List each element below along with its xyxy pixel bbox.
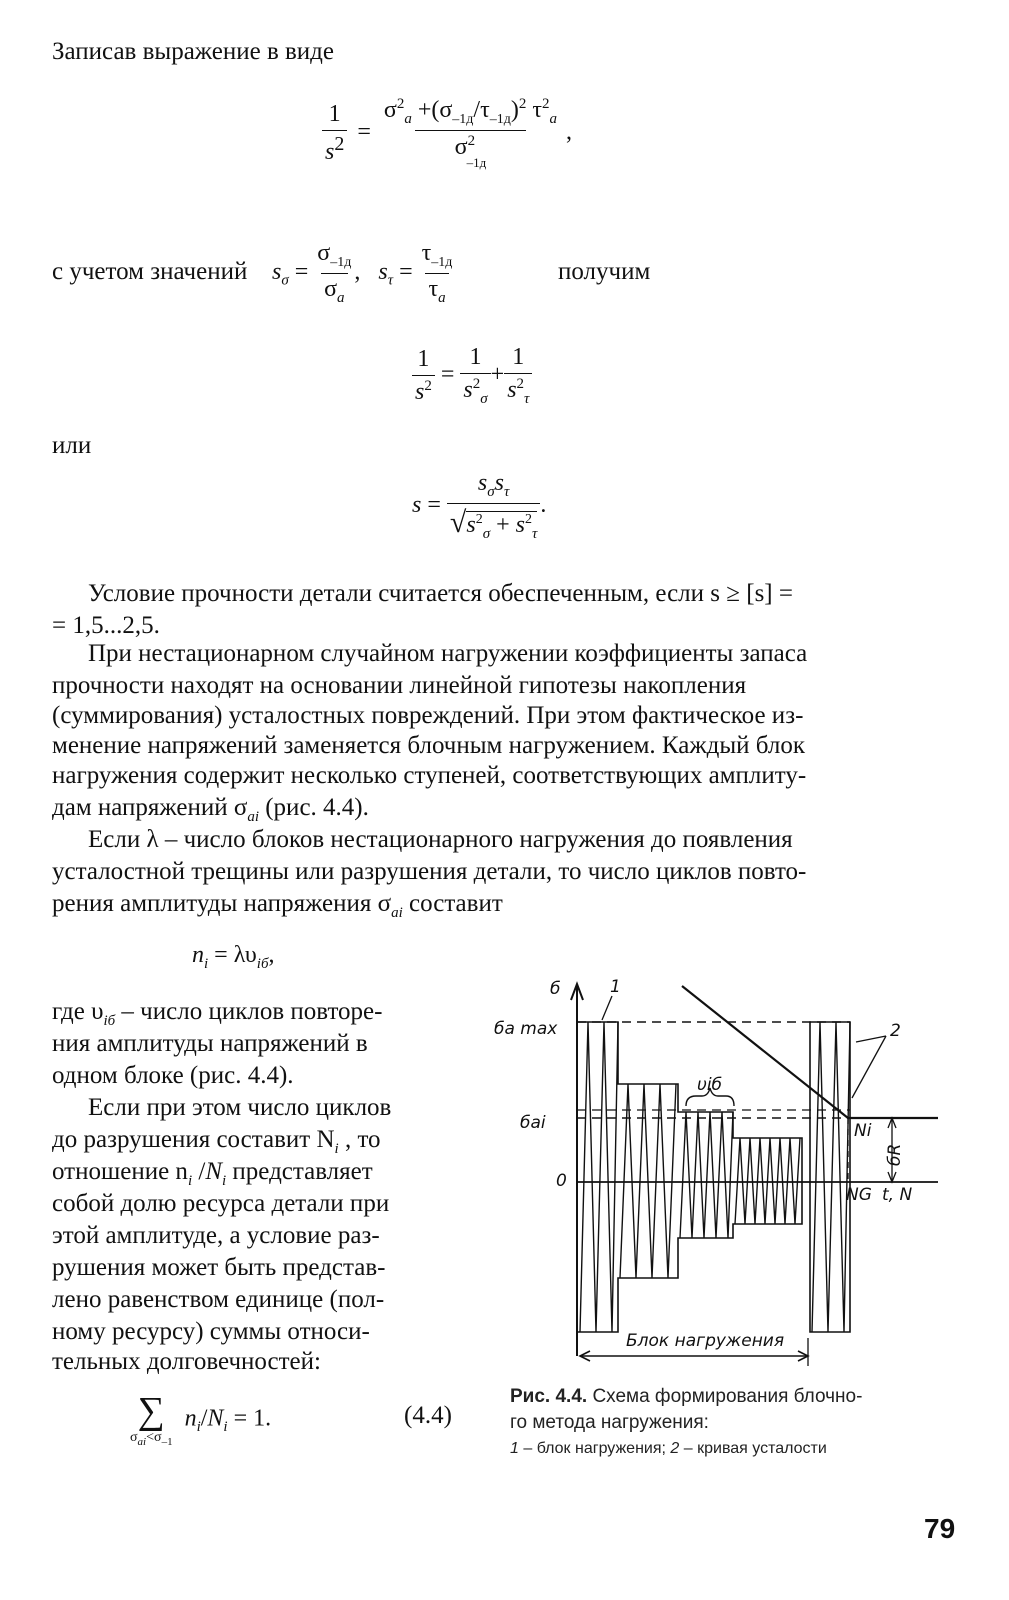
equation-2: $\frac{1}{s^2}$ = $\frac{1}{s^2_\sigma}$ + $\frac{1}{s^2_\tau}$ xyxy=(412,344,532,408)
legend-2-num: 2 xyxy=(670,1440,680,1457)
para2-line-1: При нестационарном случайном нагружении коэффициенты запаса xyxy=(88,640,808,667)
para2-line-3: (суммирования) усталостных повреждений. При этом фактическое из- xyxy=(52,702,804,729)
equation-s-values: $s_\sigma$ = $\sigma_{-1д}$ $\sigma_a$ , $s_\tau$ = $\tau_{-1д}$ $\tau_a$ xyxy=(272,240,453,306)
figure-4-4 xyxy=(490,978,960,1373)
equation-1: $\frac{1}{s^2}$ = $\sigma^2_a +(\sigma_{-1д}/\tau_{-1д})^2$ $\tau^2_a$ $\sigma^2$ –1д , xyxy=(322,96,572,171)
left-col-line-8: этой амплитуде, а условие раз- xyxy=(52,1222,380,1249)
left-col-line-1-tail: – число циклов повторе- xyxy=(115,998,383,1025)
para2-line-6-tail: (рис. 4.4). xyxy=(258,794,369,821)
we-get-text: получим xyxy=(558,258,651,285)
para3-line-1: Если λ – число блоков нестационарного нагружения до появления xyxy=(88,826,793,853)
left-col-line-7: собой долю ресурса детали при xyxy=(52,1190,390,1217)
left-col-line-11: ному ресурсу) суммы относи- xyxy=(52,1318,370,1345)
left-col-line-1-text: где υ xyxy=(52,998,104,1025)
condition-line-1: Условие прочности детали считается обеспеченным, если s ≥ [s] = xyxy=(88,580,793,607)
left-col-line-9: рушения может быть представ- xyxy=(52,1254,386,1281)
equation-3: s = $s_\sigma s_\tau$ $√s^2_\sigma + s^2_\tau$ . xyxy=(412,470,547,542)
para2-line-4: менение напряжений заменяется блочным нагружением. Каждый блок xyxy=(52,732,805,759)
with-values-text: с учетом значений xyxy=(52,258,248,285)
left-col-line-2: ния амплитуды напряжений в xyxy=(52,1030,368,1057)
para3-line-2: усталостной трещины или разрушения детали, то число циклов повто- xyxy=(52,858,807,885)
label-2: 2 xyxy=(890,1021,901,1041)
left-col-line-6-tail: представляет xyxy=(226,1158,373,1185)
stress-oscillation-5 xyxy=(812,1022,850,1332)
para3-line-3-text: рения амплитуды напряжения σ xyxy=(52,890,392,917)
legend-2-text: – кривая усталости xyxy=(679,1440,827,1457)
label-vib: υiб xyxy=(697,1075,723,1095)
leader-label-2a xyxy=(852,1036,886,1098)
or-text: или xyxy=(52,432,92,459)
legend-1-num: 1 xyxy=(510,1440,519,1457)
figure-caption-number: Рис. 4.4. xyxy=(510,1386,588,1407)
label-block: Блок нагружения xyxy=(626,1331,785,1351)
label-zero: 0 xyxy=(556,1171,567,1191)
left-col-line-5: до разрушения составит $N_i$ , то xyxy=(52,1126,381,1157)
para3-line-3: рения амплитуды напряжения $\sigma_{ai}$ составит xyxy=(52,890,503,921)
figure-caption-line-1 xyxy=(510,1386,862,1408)
stress-oscillation-4 xyxy=(735,1138,800,1224)
para3-line-3-tail: составит xyxy=(402,890,503,917)
para2-line-2: прочности находят на основании линейной гипотезы накопления xyxy=(52,672,747,699)
stress-oscillation-3 xyxy=(680,1112,733,1238)
para2-line-6-text: дам напряжений σ xyxy=(52,794,248,821)
stress-oscillation-2 xyxy=(620,1084,676,1278)
left-col-line-6: отношение $n_i$ $/N_i$ представляет xyxy=(52,1158,373,1189)
leader-label-1 xyxy=(602,996,612,1020)
left-col-line-12: тельных долговечностей: xyxy=(52,1348,321,1375)
equation-ni: $n_i = \lambda\upsilon_{iб}$, xyxy=(192,942,275,972)
para2-line-5: нагружения содержит несколько ступеней, соответствующих амплиту- xyxy=(52,762,807,789)
label-sigma-amax: бa max xyxy=(494,1019,558,1039)
left-col-line-3: одном блоке (рис. 4.4). xyxy=(52,1062,294,1089)
para2-line-6: дам напряжений $\sigma_{ai}$ (рис. 4.4). xyxy=(52,794,369,825)
legend-1-text: – блок нагружения; xyxy=(518,1440,671,1457)
equation-4-4: ∑ $\sigma_{ai}<\sigma_{-1}$ $n_i/N_i = 1$. xyxy=(130,1390,272,1448)
intro-text: Записав выражение в виде xyxy=(52,38,334,65)
label-ni: Ni xyxy=(854,1121,872,1141)
label-sigma-r: бR xyxy=(885,1143,905,1166)
left-col-line-5-tail: , то xyxy=(338,1126,381,1153)
left-col-line-10: лено равенством единице (пол- xyxy=(52,1286,385,1313)
label-sigma-ai: бai xyxy=(520,1113,546,1133)
figure-caption-line-2: го метода нагружения: xyxy=(510,1412,709,1433)
condition-line-2: = 1,5...2,5. xyxy=(52,612,160,639)
equation-number: (4.4) xyxy=(404,1402,452,1429)
label-1: 1 xyxy=(610,978,621,997)
left-col-line-4: Если при этом число циклов xyxy=(88,1094,392,1121)
figure-legend xyxy=(510,1440,827,1458)
fatigue-curve xyxy=(682,986,848,1118)
label-sigma: б xyxy=(550,979,561,999)
left-col-line-1: где $\upsilon_{iб}$ – число циклов повторе- xyxy=(52,998,383,1029)
leader-label-2b xyxy=(856,1036,886,1042)
left-col-line-6-text: отношение n xyxy=(52,1158,188,1185)
left-col-line-5-text: до разрушения составит N xyxy=(52,1126,335,1153)
page-number: 79 xyxy=(924,1513,956,1544)
label-tn: t, N xyxy=(882,1185,913,1205)
label-ng: NG xyxy=(846,1185,872,1205)
figure-caption-text-1: Схема формирования блочно- xyxy=(587,1386,863,1407)
stress-oscillation-1 xyxy=(580,1022,618,1332)
